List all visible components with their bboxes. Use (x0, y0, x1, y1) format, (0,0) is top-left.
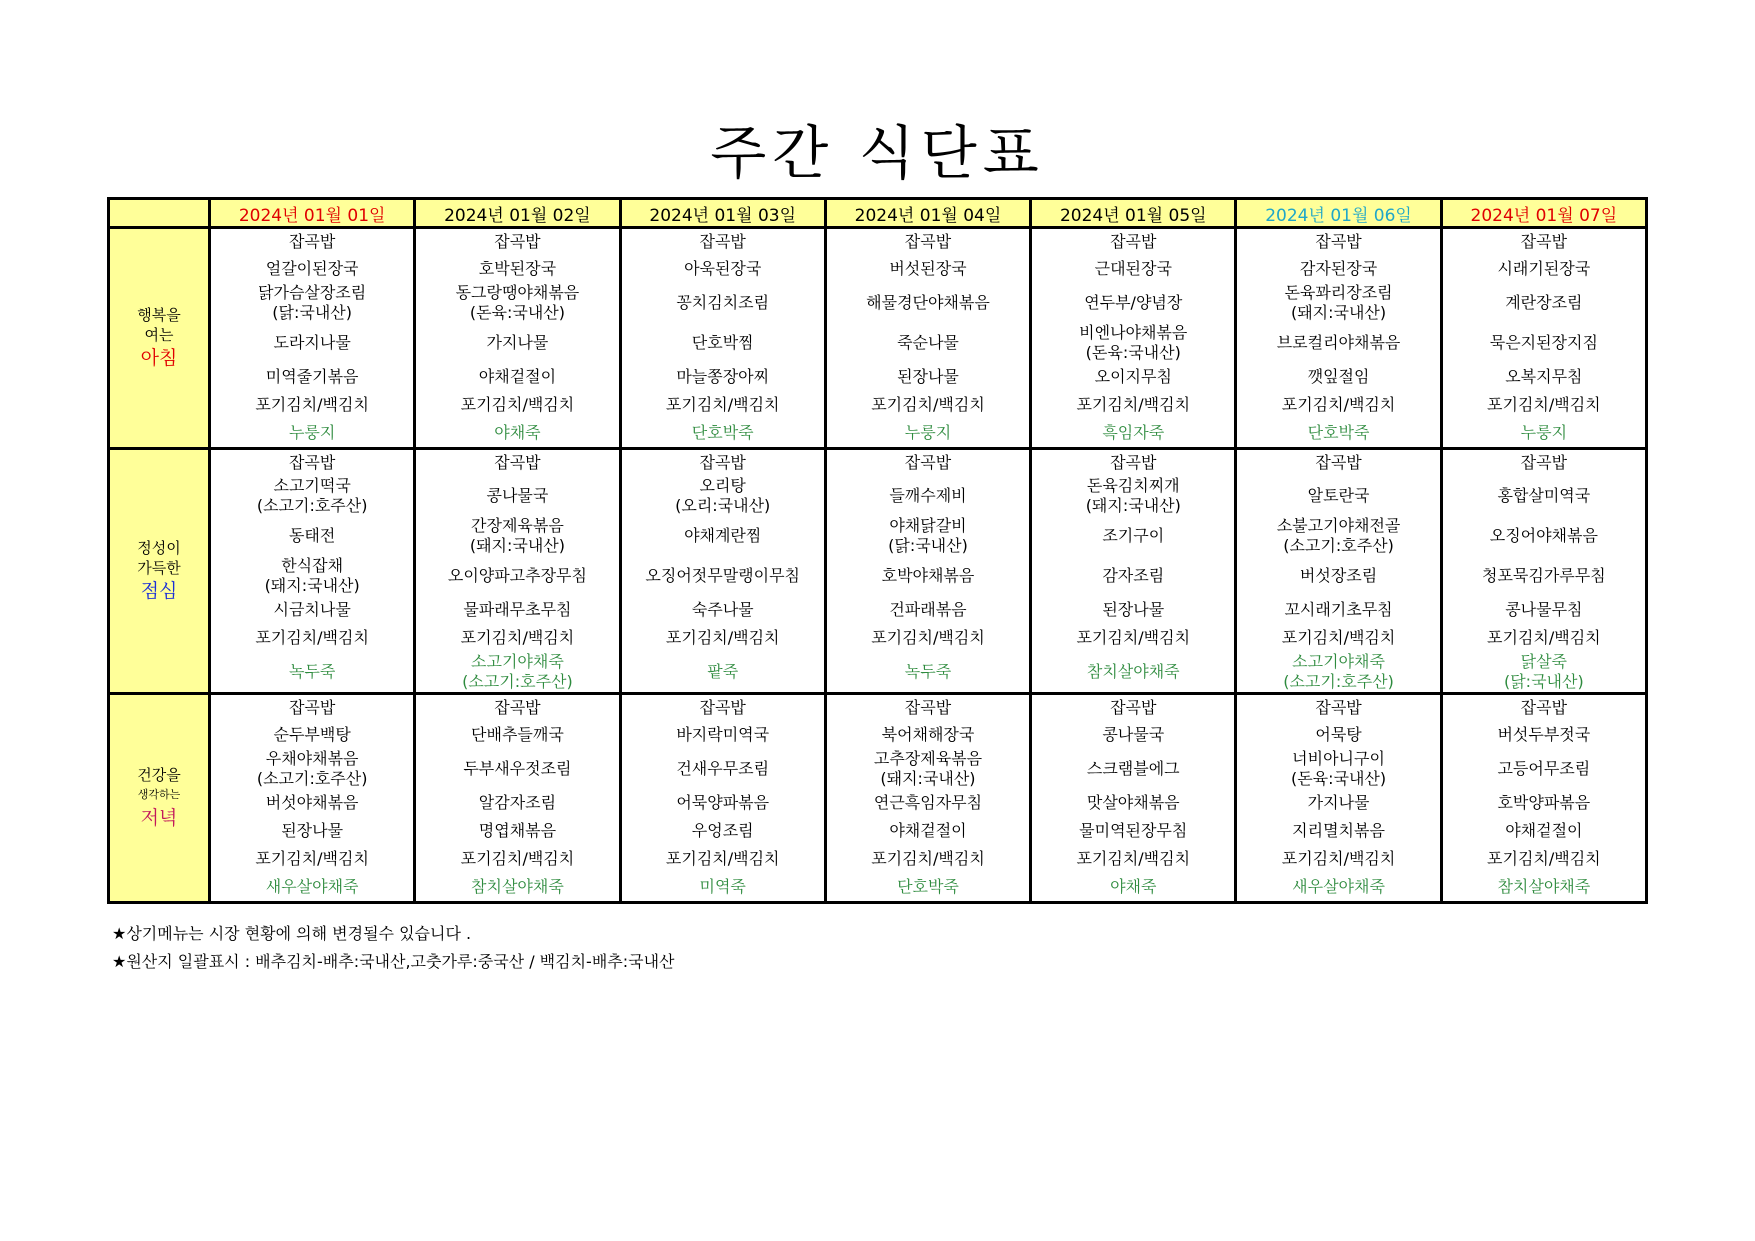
menu-item: 우채야채볶음 (소고기:호주산) (256, 749, 368, 788)
menu-item: 잡곡밥 (494, 698, 541, 717)
menu-cell (825, 694, 1030, 903)
meal-label (109, 228, 210, 449)
menu-item: 잡곡밥 (1110, 698, 1157, 717)
menu-item: 포기김치/백김치 (460, 395, 575, 414)
menu-item: 도라지나물 (273, 333, 351, 352)
menu-item: 포기김치/백김치 (1487, 395, 1601, 414)
menu-cell (415, 449, 620, 694)
menu-item: 잡곡밥 (1315, 453, 1362, 472)
menu-item: 포기김치/백김치 (1487, 628, 1601, 647)
porridge-item: 미역죽 (699, 877, 746, 896)
porridge-item: 단호박죽 (691, 423, 754, 442)
menu-item: 비엔나야채볶음 (돈육:국내산) (1079, 323, 1188, 362)
menu-item: 어묵탕 (1315, 725, 1362, 744)
menu-item: 잡곡밥 (699, 232, 746, 251)
header-corner (109, 199, 210, 228)
menu-item: 포기김치/백김치 (1487, 849, 1601, 868)
menu-item: 포기김치/백김치 (1076, 849, 1191, 868)
menu-item: 버섯장조림 (1299, 566, 1378, 585)
menu-item: 알토란국 (1307, 486, 1370, 505)
menu-item: 명엽채볶음 (478, 821, 557, 840)
meal-row (109, 228, 1647, 449)
menu-item: 숙주나물 (691, 600, 754, 619)
menu-item: 된장나물 (1102, 600, 1165, 619)
menu-item: 계란장조림 (1505, 293, 1583, 312)
porridge-item: 팥죽 (707, 662, 739, 681)
porridge-item: 참치살야채죽 (471, 877, 564, 896)
date-label: 2024년 01월 05일 (1059, 205, 1207, 226)
porridge-item: 야채죽 (1110, 877, 1157, 896)
menu-cell (1031, 228, 1236, 449)
menu-item: 꽁치김치조림 (676, 293, 770, 312)
porridge-item: 닭살죽 (닭:국내산) (1503, 652, 1584, 691)
menu-item: 고추장제육볶음 (돼지:국내산) (873, 749, 983, 788)
menu-item: 포기김치/백김치 (665, 628, 780, 647)
menu-item: 잡곡밥 (699, 698, 746, 717)
menu-item: 콩나물국 (486, 486, 549, 505)
menu-cell (210, 694, 415, 903)
menu-item: 닭가슴살장조림 (닭:국내산) (258, 283, 367, 322)
menu-item: 연근흑임자무침 (873, 793, 983, 812)
porridge-item: 소고기야채죽 (소고기:호주산) (1283, 652, 1394, 691)
menu-cell (415, 228, 620, 449)
menu-item: 잡곡밥 (1110, 232, 1157, 251)
menu-item: 버섯야채볶음 (265, 793, 359, 812)
menu-item: 포기김치/백김치 (460, 628, 575, 647)
menu-item: 잡곡밥 (1315, 232, 1362, 251)
porridge-item: 녹두죽 (288, 662, 336, 681)
meal-label-line: 여는 (144, 326, 174, 344)
menu-item: 포기김치/백김치 (871, 395, 985, 414)
meal-label-line: 생각하는 (137, 788, 181, 801)
porridge-item: 단호박죽 (1307, 423, 1370, 442)
porridge-item: 소고기야채죽 (소고기:호주산) (462, 652, 573, 691)
menu-cell (620, 449, 825, 694)
menu-item: 마늘쫑장아찌 (676, 367, 770, 386)
meal-label-line: 건강을 (137, 766, 181, 784)
menu-cell (1236, 449, 1441, 694)
menu-item: 포기김치/백김치 (665, 395, 780, 414)
notice-menu-change: ★상기메뉴는 시장 현황에 의해 변경될수 있습니다 . (112, 924, 472, 943)
menu-item: 물파래무초무침 (463, 600, 572, 619)
porridge-item: 녹두죽 (904, 662, 952, 681)
date-header (1031, 199, 1236, 228)
menu-item: 감자조림 (1102, 566, 1165, 585)
menu-item: 순두부백탕 (273, 725, 351, 744)
meal-label-main: 저녁 (140, 807, 178, 829)
meal-row (109, 694, 1647, 903)
menu-item: 잡곡밥 (904, 232, 952, 251)
menu-item: 포기김치/백김치 (665, 849, 780, 868)
notice-origin: ★원산지 일괄표시 : 배추김치-배추:국내산,고춧가루:중국산 / 백김치-배추:국내산 (112, 952, 675, 971)
menu-item: 오징어야채볶음 (1489, 526, 1598, 545)
menu-item: 야채겉절이 (478, 367, 557, 386)
meal-label-line: 행복을 (137, 306, 181, 324)
menu-item: 가지나물 (1307, 793, 1370, 812)
menu-item: 깻잎절임 (1307, 367, 1370, 386)
menu-item: 잡곡밥 (288, 698, 336, 717)
menu-item: 맛살야채볶음 (1086, 793, 1180, 812)
menu-item: 간장제육볶음 (돼지:국내산) (469, 516, 565, 555)
porridge-item: 새우살야채죽 (1292, 877, 1385, 896)
porridge-item: 흑임자죽 (1102, 423, 1165, 442)
menu-item: 콩나물국 (1102, 725, 1165, 744)
menu-item: 잡곡밥 (699, 453, 746, 472)
menu-cell (210, 449, 415, 694)
menu-item: 시금치나물 (273, 600, 351, 619)
date-label: 2024년 01월 04일 (854, 205, 1002, 226)
date-label: 2024년 01월 06일 (1265, 205, 1412, 226)
menu-item: 포기김치/백김치 (1076, 628, 1191, 647)
meal-label-line: 정성이 (137, 539, 181, 557)
menu-cell (825, 449, 1030, 694)
menu-item: 시래기된장국 (1497, 259, 1591, 278)
menu-item: 잡곡밥 (288, 453, 336, 472)
menu-item: 꼬시래기초무침 (1284, 600, 1393, 619)
menu-item: 브로컬리야채볶음 (1276, 333, 1401, 352)
porridge-item: 참치살야채죽 (1497, 877, 1591, 896)
weekly-menu-table (107, 197, 1648, 904)
date-header-row (109, 199, 1647, 228)
menu-item: 잡곡밥 (1520, 232, 1568, 251)
meal-label (109, 449, 210, 694)
menu-item: 돈육김치찌개 (돼지:국내산) (1085, 476, 1181, 515)
menu-item: 잡곡밥 (904, 453, 952, 472)
menu-item: 묵은지된장지짐 (1489, 333, 1598, 352)
date-header (210, 199, 415, 228)
menu-item: 호박야채볶음 (881, 566, 975, 585)
menu-item: 잡곡밥 (1520, 698, 1568, 717)
menu-item: 포기김치/백김치 (460, 849, 575, 868)
menu-item: 단호박찜 (691, 333, 754, 352)
date-header (415, 199, 620, 228)
meal-row (109, 449, 1647, 694)
menu-cell (1441, 228, 1646, 449)
date-header (1441, 199, 1646, 228)
menu-item: 포기김치/백김치 (255, 395, 369, 414)
meal-rows (109, 228, 1647, 903)
menu-item: 조기구이 (1102, 526, 1165, 545)
menu-item: 포기김치/백김치 (255, 849, 369, 868)
menu-cell (415, 694, 620, 903)
menu-cell (1031, 694, 1236, 903)
menu-item: 아욱된장국 (684, 259, 762, 278)
menu-item: 동태전 (288, 526, 336, 545)
menu-item: 어묵양파볶음 (676, 793, 770, 812)
menu-item: 포기김치/백김치 (255, 628, 369, 647)
date-header (620, 199, 825, 228)
menu-item: 오이양파고추장무침 (447, 566, 587, 585)
menu-cell (1441, 449, 1646, 694)
menu-item: 홍합살미역국 (1497, 486, 1591, 505)
menu-item: 포기김치/백김치 (871, 849, 985, 868)
menu-item: 포기김치/백김치 (1281, 395, 1396, 414)
menu-item: 잡곡밥 (1315, 698, 1362, 717)
menu-item: 고등어무조림 (1497, 759, 1591, 778)
date-label: 2024년 01월 01일 (238, 205, 386, 226)
menu-item: 얼갈이된장국 (265, 259, 359, 278)
menu-item: 잡곡밥 (1520, 453, 1568, 472)
menu-item: 건파래볶음 (889, 600, 967, 619)
menu-cell (825, 228, 1030, 449)
menu-item: 포기김치/백김치 (1281, 628, 1396, 647)
menu-item: 알감자조림 (478, 793, 557, 812)
menu-item: 오복지무침 (1505, 367, 1583, 386)
menu-item: 야채닭갈비 (닭:국내산) (888, 516, 968, 555)
menu-item: 연두부/양념장 (1084, 293, 1183, 312)
menu-cell (1031, 449, 1236, 694)
menu-item: 잡곡밥 (288, 232, 336, 251)
menu-item: 바지락미역국 (676, 725, 770, 744)
menu-item: 죽순나물 (897, 333, 959, 352)
menu-item: 청포묵김가루무침 (1482, 566, 1606, 585)
date-label: 2024년 01월 02일 (444, 205, 591, 226)
menu-cell (620, 228, 825, 449)
meal-label-line: 가득한 (137, 559, 181, 577)
menu-item: 지리멸치볶음 (1292, 821, 1385, 840)
meal-label (109, 694, 210, 903)
menu-item: 돈육꽈리장조림 (돼지:국내산) (1284, 283, 1393, 322)
menu-item: 우엉조림 (691, 821, 754, 840)
porridge-item: 새우살야채죽 (265, 877, 359, 896)
meal-label-main: 아침 (140, 347, 178, 369)
date-header (1236, 199, 1441, 228)
porridge-item: 누룽지 (288, 423, 336, 442)
menu-item: 동그랑땡야채볶음 (돈육:국내산) (455, 283, 580, 322)
menu-item: 버섯두부젓국 (1497, 725, 1591, 744)
menu-item: 감자된장국 (1299, 259, 1378, 278)
menu-item: 버섯된장국 (889, 259, 967, 278)
menu-item: 한식잡채 (돼지:국내산) (264, 556, 360, 595)
menu-item: 해물경단야채볶음 (866, 293, 990, 312)
menu-item: 단배추들깨국 (471, 725, 564, 744)
menu-cell (1236, 694, 1441, 903)
menu-item: 잡곡밥 (494, 232, 541, 251)
menu-item: 된장나물 (897, 367, 959, 386)
porridge-item: 누룽지 (1520, 423, 1568, 442)
menu-item: 오이지무침 (1094, 367, 1172, 386)
menu-item: 야채겉절이 (889, 821, 967, 840)
menu-item: 포기김치/백김치 (871, 628, 985, 647)
menu-item: 야채계란찜 (684, 526, 762, 545)
menu-item: 오리탕 (오리:국내산) (675, 476, 771, 515)
menu-item: 포기김치/백김치 (1281, 849, 1396, 868)
menu-cell (1441, 694, 1646, 903)
date-label: 2024년 01월 07일 (1470, 205, 1618, 226)
menu-cell (1236, 228, 1441, 449)
menu-item: 잡곡밥 (1110, 453, 1157, 472)
meal-label-main: 점심 (140, 580, 178, 602)
menu-item: 잡곡밥 (494, 453, 541, 472)
menu-item: 스크램블에그 (1086, 759, 1180, 778)
menu-item: 포기김치/백김치 (1076, 395, 1191, 414)
porridge-item: 야채죽 (494, 423, 541, 442)
menu-item: 오징어젓무말랭이무침 (645, 566, 800, 585)
menu-item: 잡곡밥 (904, 698, 952, 717)
menu-item: 미역줄기볶음 (265, 367, 359, 386)
menu-item: 너비아니구이 (돈육:국내산) (1290, 749, 1387, 788)
porridge-item: 참치살야채죽 (1086, 662, 1180, 681)
menu-item: 소고기떡국 (소고기:호주산) (256, 476, 368, 515)
menu-item: 된장나물 (281, 821, 344, 840)
menu-item: 야채겉절이 (1505, 821, 1583, 840)
menu-item: 들깨수제비 (889, 486, 967, 505)
menu-item: 소불고기야채전골 (소고기:호주산) (1276, 516, 1401, 555)
menu-cell (620, 694, 825, 903)
date-header (825, 199, 1030, 228)
page-title: 주간 식단표 (710, 119, 1045, 187)
porridge-item: 누룽지 (904, 423, 952, 442)
menu-item: 콩나물무침 (1505, 600, 1583, 619)
menu-item: 북어채해장국 (881, 725, 975, 744)
menu-item: 근대된장국 (1094, 259, 1172, 278)
menu-cell (210, 228, 415, 449)
date-label: 2024년 01월 03일 (649, 205, 796, 226)
menu-item: 가지나물 (486, 333, 549, 352)
menu-item: 호박된장국 (478, 259, 557, 278)
menu-item: 두부새우젓조림 (463, 759, 572, 778)
menu-item: 물미역된장무침 (1079, 821, 1188, 840)
menu-item: 호박양파볶음 (1497, 793, 1591, 812)
porridge-item: 단호박죽 (897, 877, 959, 896)
menu-item: 건새우무조림 (676, 759, 770, 778)
